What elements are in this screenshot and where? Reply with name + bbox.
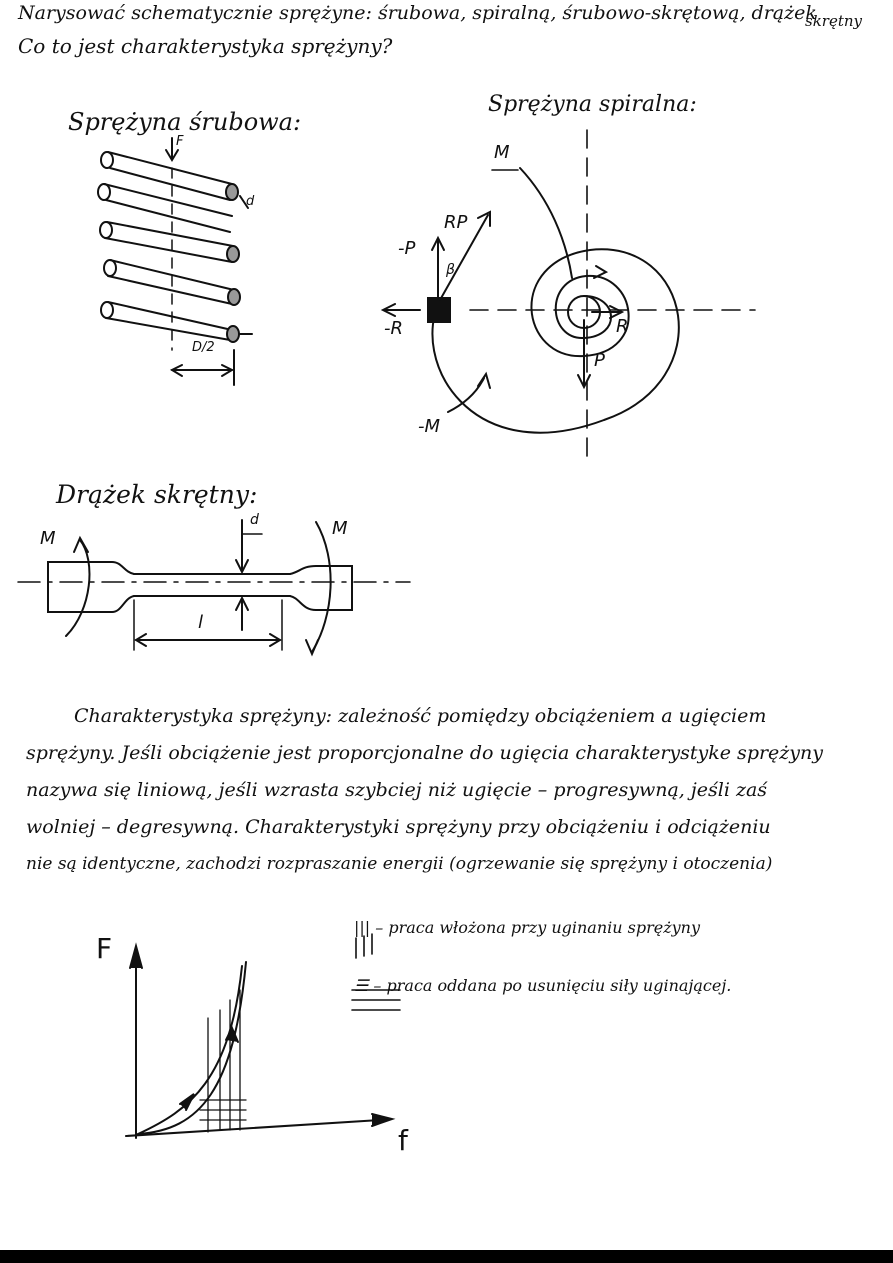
characteristic-paragraph [26, 698, 876, 883]
question-line-2: Co to jest charakterystyka sprężyny? [18, 34, 393, 58]
torsion-diameter-label: d [250, 512, 259, 528]
spiral-neg-moment-label: -M [418, 416, 441, 437]
torsion-moment-left-label: M [40, 528, 56, 549]
torsion-bar-heading: Drążek skrętny: [56, 480, 258, 509]
graph-y-axis-label: F [96, 932, 113, 965]
coil-wire-label: d [246, 194, 255, 209]
paragraph-line: nie są identyczne, zachodzi rozpraszanie energii (ogrzewanie się sprężyny i otoczenia) [26, 854, 773, 874]
spiral-spring-heading: Sprężyna spiralna: [488, 92, 697, 117]
spiral-rp-label: RP [444, 212, 468, 233]
coil-force-label: F [176, 134, 184, 149]
paragraph-line: nazywa się liniową, jeśli wzrasta szybciej niż ugięcie – progresywną, jeśli zaś [26, 779, 768, 801]
graph-x-axis-label: f [398, 1124, 408, 1157]
spiral-spring-drawing [383, 130, 755, 460]
spiral-r-label: R [616, 316, 629, 337]
legend-work-returned: ☰ – praca oddana po usunięciu siły uginającej. [354, 976, 732, 995]
coil-diameter-label: D/2 [192, 340, 215, 355]
torsion-moment-right-label: M [332, 518, 348, 539]
spiral-neg-r-label: -R [384, 318, 404, 339]
coil-spring-heading: Sprężyna śrubowa: [68, 108, 302, 136]
spiral-p-label: P [594, 350, 605, 371]
scan-bottom-edge [0, 1250, 893, 1263]
spiral-neg-p-label: -P [398, 238, 416, 259]
paragraph-line: Charakterystyka sprężyny: zależność pomiędzy obciążeniem a ugięciem [74, 705, 767, 727]
torsion-bar-drawing [18, 520, 410, 654]
characteristic-graph [126, 934, 400, 1138]
torsion-length-label: l [198, 612, 204, 633]
question-line-1: Narysować schematycznie sprężyne: śrubowa, spiralną, śrubowo-skrętową, drążek [18, 2, 817, 24]
question-line-1-wrap: skrętny [805, 12, 862, 30]
legend-work-input: ||| – praca włożona przy uginaniu sprężyny [354, 918, 701, 937]
paragraph-line: sprężyny. Jeśli obciążenie jest proporcjonalne do ugięcia charakterystyke sprężyny [26, 742, 824, 764]
coil-spring-drawing [98, 138, 255, 385]
paragraph-line: wolniej – degresywną. Charakterystyki sprężyny przy obciążeniu i odciążeniu [26, 816, 771, 838]
spiral-moment-label: M [494, 142, 510, 163]
spiral-beta-label: β [446, 262, 455, 278]
